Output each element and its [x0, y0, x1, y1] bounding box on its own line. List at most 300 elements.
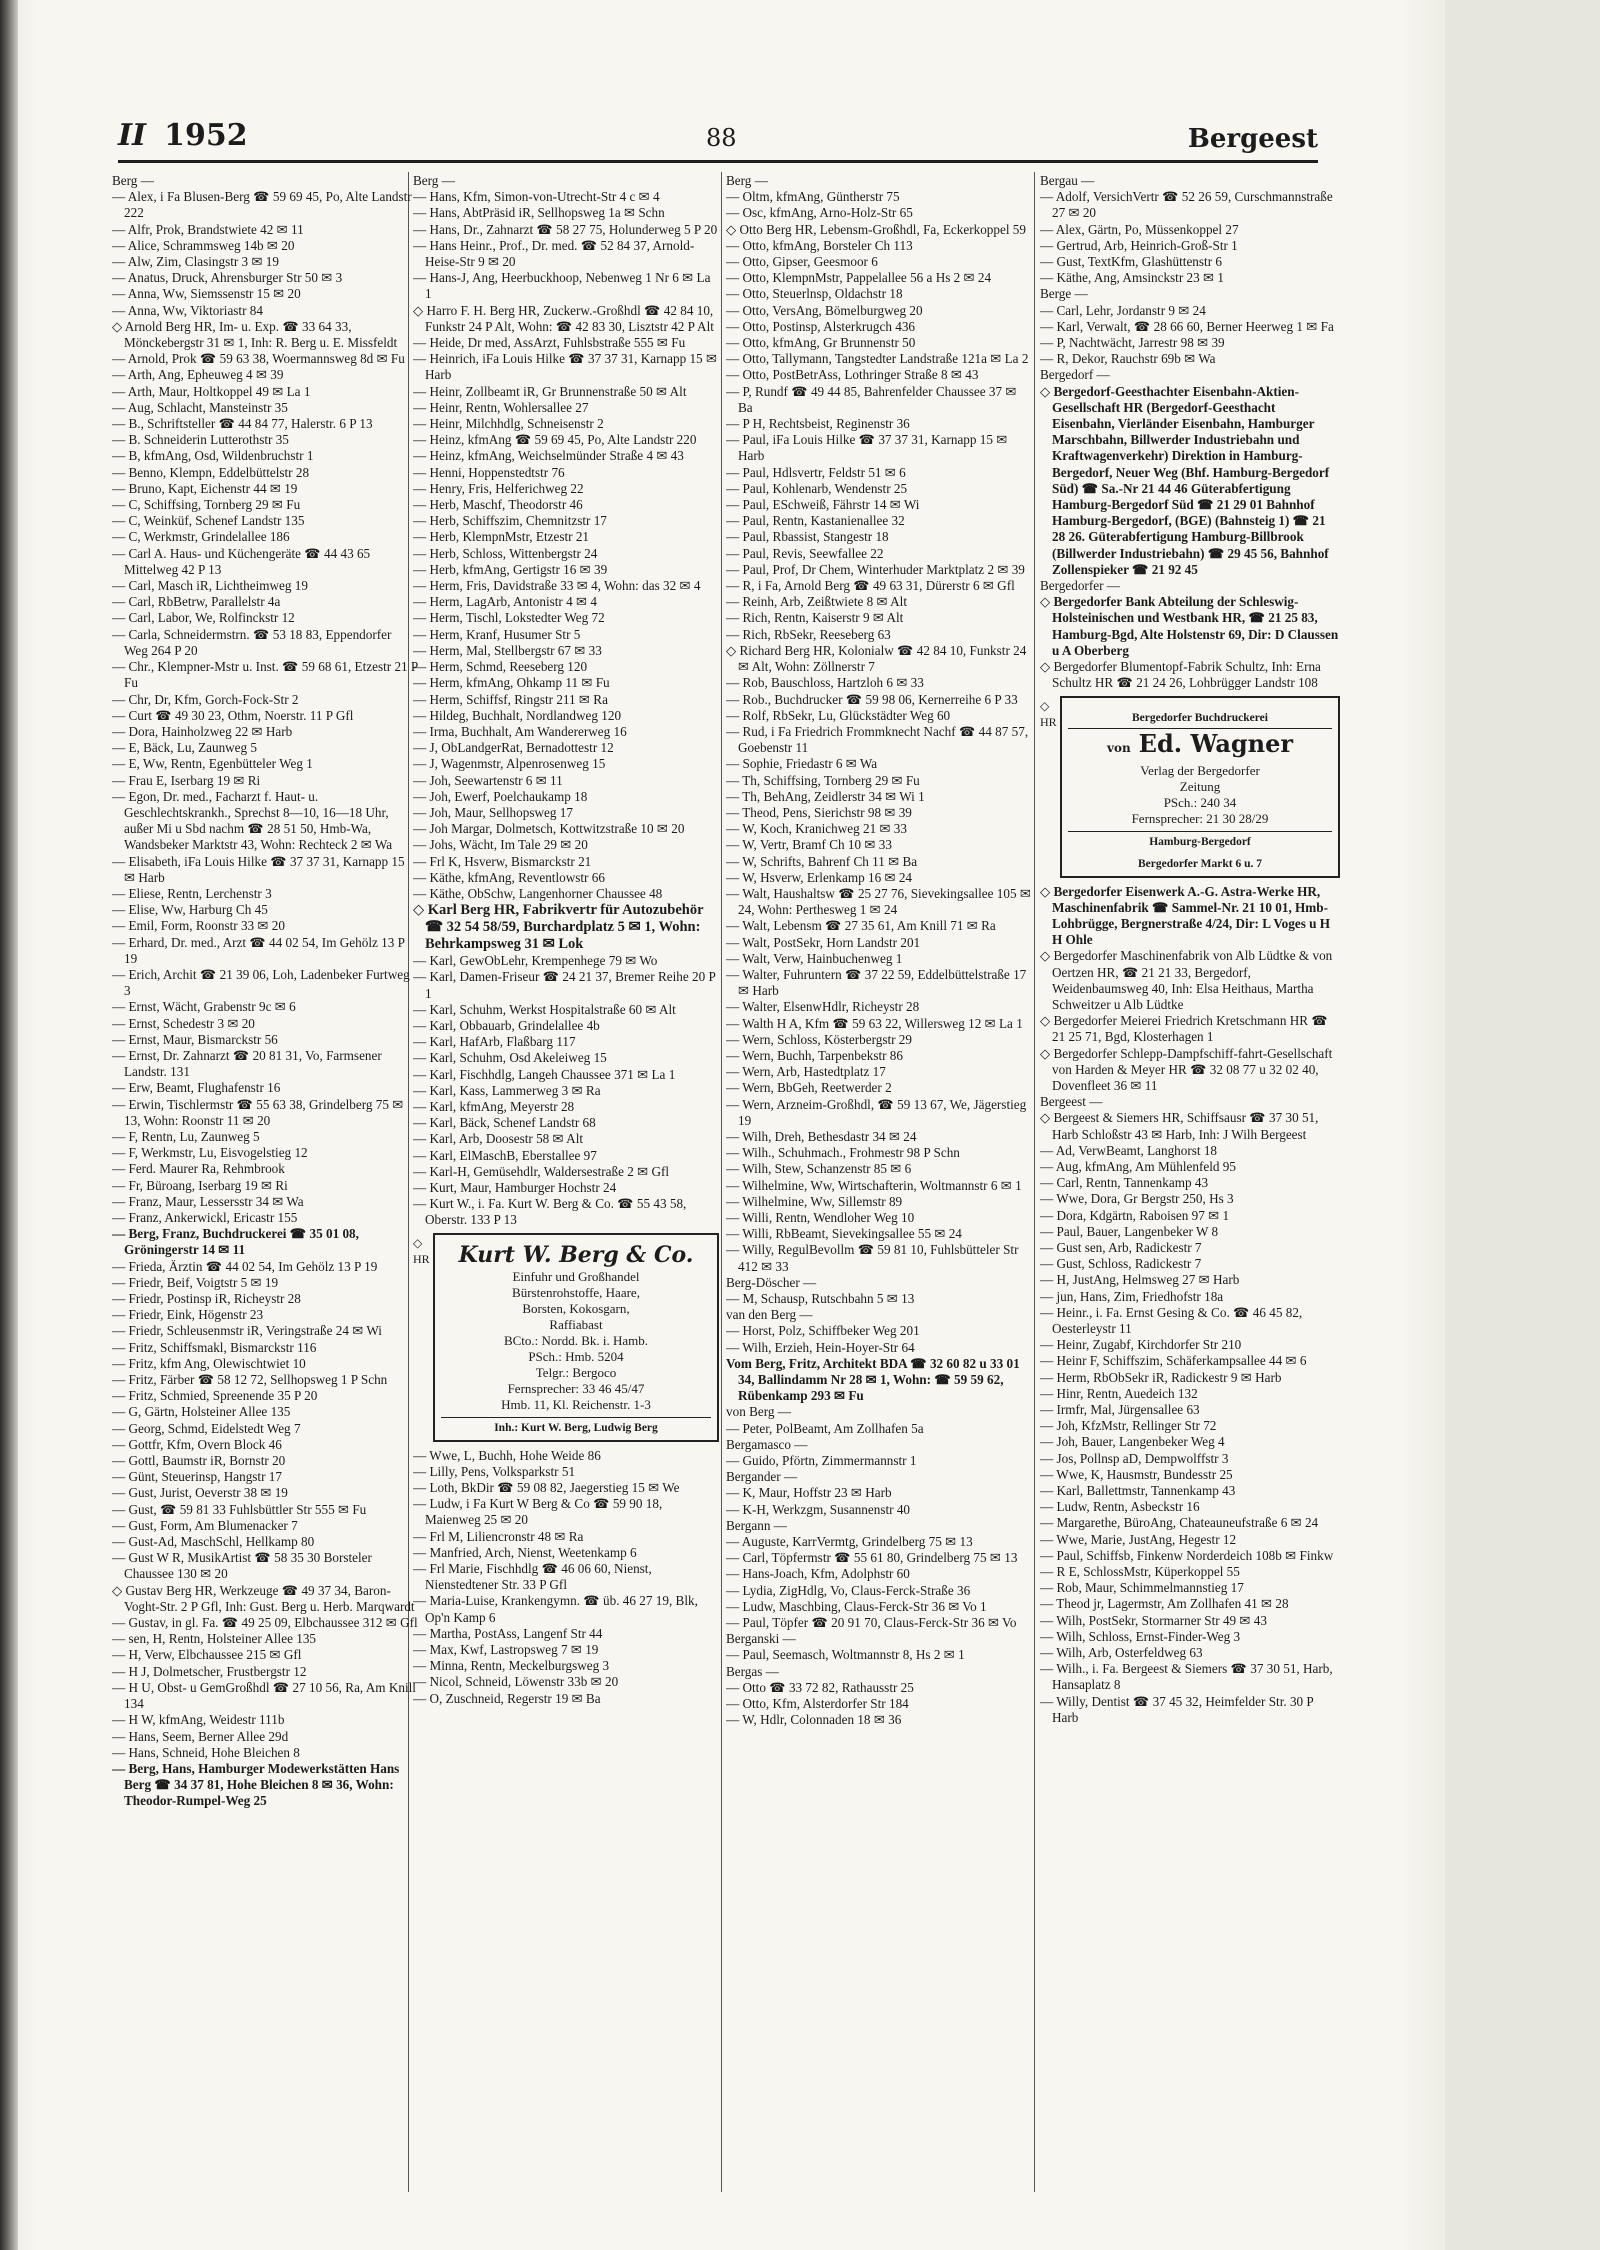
- directory-entry: — Gust, Form, Am Blumenacker 7: [112, 1517, 298, 1533]
- directory-entry: — Heide, Dr med, AssArzt, Fuhlsbstraße 555 ✉ Fu: [413, 335, 686, 351]
- directory-entry: — sen, H, Rentn, Holsteiner Allee 135: [112, 1631, 317, 1647]
- directory-entry: — Paul, Prof, Dr Chem, Winterhuder Marktplatz 2 ✉ 39: [726, 561, 1025, 577]
- directory-entry: — Berg, Hans, Hamburger Modewerkstätten Hans Berg ☎ 34 37 81, Hohe Bleichen 8 ✉ 36, Wohn: Theodor-Rumpel-Weg 25: [112, 1760, 400, 1809]
- directory-entry: — Otto, PostBetrAss, Lothringer Straße 8 ✉ 43: [726, 367, 979, 383]
- ad-line: Raffiabast: [549, 1316, 603, 1332]
- directory-entry: — Hans, Seem, Berner Allee 29d: [112, 1728, 289, 1744]
- directory-entry: — H W, kfmAng, Weidestr 111b: [112, 1712, 285, 1728]
- section-title: Bergeest: [1187, 124, 1318, 154]
- directory-entry: — Paul, iFa Louis Hilke ☎ 37 37 31, Karnapp 15 ✉ Harb: [726, 432, 1008, 464]
- directory-entry: — Peter, PolBeamt, Am Zollhafen 5a: [726, 1420, 924, 1436]
- column-4: [1040, 173, 1340, 2183]
- directory-entry: — Joh, KfzMstr, Rellinger Str 72: [1040, 1418, 1217, 1434]
- directory-entry: ◇ Bergedorfer Eisenwerk A.-G. Astra-Werke HR, Maschinenfabrik ☎ Sammel-Nr. 21 10 01, Hmb-Lohbrügge, Bergnerstraße 4/24, Dir: L Voges u H H Ohle: [1040, 883, 1331, 948]
- directory-entry: ◇ Bergedorfer Maschinenfabrik von Alb Lüdtke & von Oertzen HR, ☎ 21 21 33, Bergedorf, Weidenbaumsweg 40, Inh: Elsa Heithaus, Martha Schweitzer u Alb Lüdtke: [1040, 948, 1333, 1012]
- directory-entry: — Arth, Maur, Holtkoppel 49 ✉ La 1: [112, 383, 311, 399]
- directory-entry: — Gust, Schloss, Radickestr 7: [1040, 1256, 1202, 1272]
- directory-entry: ◇ Bergedorfer Schlepp-Dampfschiff-fahrt-Gesellschaft von Harden & Meyer HR ☎ 32 08 77 u 32 02 40, Dovenfleet 36 ✉ 11: [1040, 1045, 1333, 1093]
- directory-entry: — Frau E, Iserbarg 19 ✉ Ri: [112, 772, 261, 788]
- directory-entry: — Carl, Lehr, Jordanstr 9 ✉ 24: [1040, 302, 1206, 318]
- directory-entry: — Wern, Arzneim-Großhdl, ☎ 59 13 67, We, Jägerstieg 19: [726, 1096, 1027, 1128]
- directory-entry: — Walt, Haushaltsw ☎ 25 27 76, Sievekingsallee 105 ✉ 24, Wohn: Perthesweg 1 ✉ 24: [726, 885, 1031, 918]
- directory-entry: — Joh, Maur, Sellhopsweg 17: [413, 804, 573, 820]
- directory-entry: — Otto, KlempnMstr, Pappelallee 56 a Hs 2 ✉ 24: [726, 270, 992, 286]
- directory-entry: — Franz, Ankerwickl, Ericastr 155: [112, 1210, 298, 1225]
- column-2: [413, 173, 719, 2183]
- directory-entry: — Egon, Dr. med., Facharzt f. Haut- u. Geschlechtskrankh., Sprechst 8—10, 16—18 Uhr, außer Mi u Sbd nachm ☎ 28 51 50, Hmb-Wa, Wandsbeker Marktstr 43, Wohn: Rechteck 2 ✉ Wa: [112, 788, 393, 853]
- directory-entry: — Erhard, Dr. med., Arzt ☎ 44 02 54, Im Gehölz 13 P 19: [112, 934, 405, 966]
- directory-entry: — Ludw, Rentn, Asbeckstr 16: [1040, 1499, 1200, 1515]
- directory-entry: — Herm, Schmd, Reeseberg 120: [413, 659, 588, 675]
- ad-marker: [413, 1229, 431, 1267]
- directory-entry: — Anna, Ww, Viktoriastr 84: [112, 302, 263, 318]
- directory-entry: — Wilh, Erzieh, Hein-Hoyer-Str 64: [726, 1339, 915, 1355]
- directory-entry: — Elise, Ww, Harburg Ch 45: [112, 902, 268, 918]
- directory-entry: — Auguste, KarrVermtg, Grindelberg 75 ✉ 13: [726, 1534, 973, 1550]
- ad-marker-bottom: HR: [413, 1251, 430, 1266]
- directory-entry: — Hinr, Rentn, Auedeich 132: [1040, 1385, 1198, 1401]
- directory-entry: — Friedr, Eink, Högenstr 23: [112, 1307, 264, 1323]
- ad-line: Hmb. 11, Kl. Reichenstr. 1-3: [501, 1396, 651, 1412]
- directory-entry: ◇ Richard Berg HR, Kolonialw ☎ 42 84 10, Funkstr 24 ✉ Alt, Wohn: Zöllnerstr 7: [726, 642, 1027, 675]
- directory-entry: — Walt, Lebensm ☎ 27 35 61, Am Knill 71 ✉ Ra: [726, 918, 996, 934]
- page-margin-right: [1445, 0, 1600, 2250]
- ad-title: Ed. Wagner: [1138, 728, 1294, 758]
- directory-entry: — Fritz, Schiffsmakl, Bismarckstr 116: [112, 1339, 317, 1355]
- directory-entry: — M, Schausp, Rutschbahn 5 ✉ 13: [726, 1291, 915, 1307]
- directory-entry: — Reinh, Arb, Zeißtwiete 8 ✉ Alt: [726, 594, 907, 610]
- directory-entry: — Paul, Hdlsvertr, Feldstr 51 ✉ 6: [726, 464, 906, 480]
- header-volume-year: [118, 118, 248, 153]
- directory-entry: — Rud, i Fa Friedrich Frommknecht Nachf ☎ 44 87 57, Goebenstr 11: [726, 723, 1029, 756]
- ad-marker: [1040, 692, 1058, 730]
- directory-entry: — Frl M, Liliencronstr 48 ✉ Ra: [413, 1528, 584, 1544]
- directory-entry: — Henry, Fris, Helferichweg 22: [413, 480, 584, 496]
- directory-entry: — Max, Kwf, Lastropsweg 7 ✉ 19: [413, 1642, 599, 1658]
- directory-entry: — Oltm, kfmAng, Güntherstr 75: [726, 189, 900, 205]
- directory-entry: — Karl, Schuhm, Werkst Hospitalstraße 60 ✉ Alt: [413, 1001, 676, 1017]
- directory-entry: — Erich, Archit ☎ 21 39 06, Loh, Ladenbeker Furtweg 3: [112, 966, 410, 999]
- directory-entry: — Carl, Rentn, Tannenkamp 43: [1040, 1175, 1209, 1191]
- directory-entry: — Otto, Gipser, Geesmoor 6: [726, 254, 878, 270]
- directory-entry: — Rich, RbSekr, Reeseberg 63: [726, 626, 891, 642]
- directory-entry: — Karl, Verwalt, ☎ 28 66 60, Berner Heerweg 1 ✉ Fa: [1040, 318, 1334, 334]
- directory-entry: — Fritz, kfm Ang, Olewischtwiet 10: [112, 1355, 306, 1371]
- directory-entry: Bergas —: [726, 1663, 779, 1679]
- directory-entry: — Paul, Revis, Seewfallee 22: [726, 545, 884, 561]
- directory-entry: Bergedorf —: [1040, 367, 1110, 383]
- directory-entry: — Heinr, Milchhdlg, Schneisenstr 2: [413, 416, 604, 432]
- directory-entry: Berg —: [726, 173, 768, 188]
- directory-entry: — Käthe, kfmAng, Reventlowstr 66: [413, 869, 605, 885]
- directory-entry: — Heinr., i. Fa. Ernst Gesing & Co. ☎ 46 45 82, Oesterleystr 11: [1040, 1304, 1303, 1336]
- directory-entry: — Herm, Tischl, Lokstedter Weg 72: [413, 610, 605, 626]
- directory-entry: — Heinr, Rentn, Wohlersallee 27: [413, 399, 589, 415]
- directory-entry: Berganski —: [726, 1631, 796, 1647]
- directory-entry: — Lydia, ZigHdlg, Vo, Claus-Ferck-Straße 36: [726, 1582, 971, 1598]
- directory-entry: Berge —: [1040, 286, 1088, 302]
- directory-entry: — Paul, Töpfer ☎ 20 91 70, Claus-Ferck-Str 36 ✉ Vo: [726, 1615, 1017, 1631]
- directory-entry: — Gottl, Baumstr iR, Bornstr 20: [112, 1453, 286, 1469]
- directory-entry: — Otto, Tallymann, Tangstedter Landstraße 121a ✉ La 2: [726, 351, 1029, 367]
- directory-entry: — Wilh, Arb, Osterfeldweg 63: [1040, 1645, 1203, 1661]
- directory-entry: — Herm, Mal, Stellbergstr 67 ✉ 33: [413, 642, 602, 658]
- directory-entry: — Johs, Wächt, Im Tale 29 ✉ 20: [413, 837, 588, 853]
- ad-line: PSch.: 240 34: [1163, 794, 1237, 810]
- directory-entry: — Gustav, in gl. Fa. ☎ 49 25 09, Elbchaussee 312 ✉ Gfl: [112, 1615, 418, 1631]
- directory-entry: Berg —: [112, 173, 154, 188]
- directory-entry: — Otto, Kfm, Alsterdorfer Str 184: [726, 1696, 909, 1712]
- directory-entry: — Hans, Schneid, Hohe Bleichen 8: [112, 1744, 300, 1760]
- directory-entry: — Karl, Ballettmstr, Tannenkamp 43: [1040, 1483, 1236, 1499]
- directory-entry: — Karl, Fischhdlg, Langeh Chaussee 371 ✉ La 1: [413, 1066, 676, 1082]
- directory-entry: — Rich, Rentn, Kaiserstr 9 ✉ Alt: [726, 610, 904, 626]
- advertisement-box: [433, 1233, 719, 1442]
- directory-entry: ◇ Karl Berg HR, Fabrikvertr für Autozubehör ☎ 32 54 58/59, Burchardplatz 5 ✉ 1, Wohn: Behrkampsweg 31 ✉ Lok: [413, 902, 704, 953]
- directory-entry: — Fritz, Schmied, Spreenende 35 P 20: [112, 1388, 318, 1404]
- directory-entry: — Hans, Dr., Zahnarzt ☎ 58 27 75, Holunderweg 5 P 20: [413, 221, 718, 237]
- directory-entry: — Friedr, Schleusenmstr iR, Veringstraße 24 ✉ Wi: [112, 1323, 382, 1339]
- header-rule: [118, 160, 1318, 163]
- directory-entry: — Gust W R, MusikArtist ☎ 58 35 30 Borsteler Chaussee 130 ✉ 20: [112, 1550, 372, 1582]
- directory-entry: — Franz, Maur, Lessersstr 34 ✉ Wa: [112, 1193, 304, 1209]
- ad-line: PSch.: Hmb. 5204: [528, 1348, 624, 1364]
- directory-entry: — R, Dekor, Rauchstr 69b ✉ Wa: [1040, 351, 1216, 367]
- directory-entry: — Otto, Postinsp, Alsterkrugch 436: [726, 318, 916, 334]
- directory-entry: — Walt, PostSekr, Horn Landstr 201: [726, 934, 921, 950]
- directory-entry: — Heinr F, Schiffszim, Schäferkampsallee 44 ✉ 6: [1040, 1353, 1307, 1369]
- kurt-ad: [413, 1229, 719, 1448]
- directory-entry: — Herm, LagArb, Antonistr 4 ✉ 4: [413, 594, 597, 610]
- directory-entry: — Herm, RbObSekr iR, Radickestr 9 ✉ Harb: [1040, 1369, 1282, 1385]
- ad-line: BCto.: Nordd. Bk. i. Hamb.: [503, 1332, 649, 1348]
- directory-entry: — E, Bäck, Lu, Zaunweg 5: [112, 740, 258, 756]
- directory-entry: — W, Hsverw, Erlenkamp 16 ✉ 24: [726, 869, 913, 885]
- directory-entry: — Eliese, Rentn, Lerchenstr 3: [112, 885, 272, 901]
- directory-entry: — Benno, Klempn, Eddelbüttelstr 28: [112, 464, 310, 480]
- directory-entry: — Dora, Kdgärtn, Raboisen 97 ✉ 1: [1040, 1207, 1230, 1223]
- directory-entry: — Wilhelmine, Ww, Wirtschafterin, Woltmannstr 6 ✉ 1: [726, 1177, 1022, 1193]
- wagner-ad: [1040, 692, 1340, 884]
- directory-entry: — Paul, ESchweiß, Fährstr 14 ✉ Wi: [726, 497, 920, 513]
- directory-entry: Berg-Döscher —: [726, 1274, 817, 1290]
- directory-entry: — Karl, Schuhm, Osd Akeleiweg 15: [413, 1050, 607, 1066]
- directory-entry: ◇ Gustav Berg HR, Werkzeuge ☎ 49 37 34, Baron-Voght-Str. 2 P Gfl, Inh: Gust. Berg u. Herb. Marqwardt: [112, 1582, 415, 1614]
- directory-entry: — Ad, VerwBeamt, Langhorst 18: [1040, 1142, 1218, 1158]
- directory-entry: — Hans-Joach, Kfm, Adolphstr 60: [726, 1566, 910, 1582]
- directory-entry: — Herm, Kranf, Husumer Str 5: [413, 626, 581, 642]
- directory-entry: — Guido, Pförtn, Zimmermannstr 1: [726, 1453, 917, 1469]
- ad-line: Borsten, Kokosgarn,: [522, 1300, 630, 1316]
- directory-entry: — Minna, Rentn, Meckelburgsweg 3: [413, 1658, 610, 1674]
- directory-entry: — Heinrich, iFa Louis Hilke ☎ 37 37 31, Karnapp 15 ✉ Harb: [413, 351, 718, 383]
- directory-entry: ◇ Bergeest & Siemers HR, Schiffsausr ☎ 37 30 51, Harb Schloßstr 43 ✉ Harb, Inh: J Wilh Bergeest: [1040, 1110, 1319, 1142]
- directory-entry: — Fritz, Färber ☎ 58 12 72, Sellhopsweg 1 P Schn: [112, 1372, 388, 1388]
- directory-entry: — Emil, Form, Roonstr 33 ✉ 20: [112, 918, 285, 934]
- directory-entry: — Karl, HafArb, Flaßbarg 117: [413, 1034, 576, 1050]
- directory-entry: — Ernst, Dr. Zahnarzt ☎ 20 81 31, Vo, Farmsener Landstr. 131: [112, 1047, 382, 1080]
- directory-entry: — Karl, Arb, Doosestr 58 ✉ Alt: [413, 1131, 584, 1147]
- directory-entry: — Walter, ElsenwHdlr, Richeystr 28: [726, 999, 920, 1015]
- directory-entry: — H J, Dolmetscher, Frustbergstr 12: [112, 1663, 307, 1679]
- page-number: 88: [706, 124, 737, 152]
- directory-entry: — Otto, VersAng, Bömelburgweg 20: [726, 302, 923, 318]
- directory-entry: — Fr, Büroang, Iserbarg 19 ✉ Ri: [112, 1177, 288, 1193]
- directory-entry: — Herb, Maschf, Theodorstr 46: [413, 497, 583, 513]
- directory-entry: ◇ Bergedorfer Blumentopf-Fabrik Schultz, Inh: Erna Schultz HR ☎ 21 24 26, Lohbrügger Landstr 108: [1040, 659, 1321, 691]
- directory-entry: — Wilh., i. Fa. Bergeest & Siemers ☎ 37 30 51, Harb, Hansaplatz 8: [1040, 1661, 1333, 1693]
- directory-entry: — Lilly, Pens, Volksparkstr 51: [413, 1463, 576, 1479]
- directory-entry: — Gottfr, Kfm, Overn Block 46: [112, 1436, 282, 1452]
- directory-entry: — C, Werkmstr, Grindelallee 186: [112, 529, 290, 545]
- directory-entry: — Osc, kfmAng, Arno-Holz-Str 65: [726, 205, 913, 221]
- ad-title: Kurt W. Berg & Co.: [458, 1241, 694, 1268]
- directory-entry: — Wwe, K, Hausmstr, Bundesstr 25: [1040, 1466, 1233, 1482]
- directory-entry: ◇ Bergedorfer Bank Abteilung der Schleswig-Holsteinischen und Westbank HR, ☎ 21 25 83, Hamburg-Bgd, Alte Holstenstr 69, Dir: D Claussen u A Oberberg: [1040, 594, 1339, 658]
- directory-entry: — Ernst, Schedestr 3 ✉ 20: [112, 1015, 255, 1031]
- directory-entry: — E, Ww, Rentn, Egenbütteler Weg 1: [112, 756, 313, 772]
- directory-entry: — Sophie, Friedastr 6 ✉ Wa: [726, 756, 878, 772]
- directory-entry: — Frieda, Ärztin ☎ 44 02 54, Im Gehölz 13 P 19: [112, 1258, 378, 1274]
- directory-entry: — Berg, Franz, Buchdruckerei ☎ 35 01 08, Gröningerstr 14 ✉ 11: [112, 1226, 359, 1258]
- directory-entry: — Willy, Dentist ☎ 37 45 32, Heimfelder Str. 30 P Harb: [1040, 1693, 1314, 1725]
- directory-entry: — Alice, Schrammsweg 14b ✉ 20: [112, 237, 295, 253]
- directory-entry: — Karl, Bäck, Schenef Landstr 68: [413, 1115, 596, 1131]
- directory-entry: — Rolf, RbSekr, Lu, Glückstädter Weg 60: [726, 707, 951, 723]
- directory-entry: — Aug, kfmAng, Am Mühlenfeld 95: [1040, 1158, 1236, 1174]
- directory-entry: — Wern, Schloss, Kösterbergstr 29: [726, 1031, 912, 1047]
- directory-entry: — Paul, Schiffsb, Finkenw Norderdeich 108b ✉ Finkw: [1040, 1547, 1334, 1563]
- ad-line: Telgr.: Bergoco: [535, 1364, 617, 1380]
- directory-entry: — Frl K, Hsverw, Bismarckstr 21: [413, 853, 592, 869]
- directory-entry: — P, Rundf ☎ 49 44 85, Bahrenfelder Chaussee 37 ✉ Ba: [726, 383, 1017, 415]
- directory-entry: — B., Schriftsteller ☎ 44 84 77, Halerstr. 6 P 13: [112, 416, 373, 432]
- directory-entry: — Maria-Luise, Krankengymn. ☎ üb. 46 27 19, Blk, Op'n Kamp 6: [413, 1593, 698, 1625]
- page-header: [118, 118, 1318, 158]
- directory-entry: — Carl, RbBetrw, Parallelstr 4a: [112, 594, 281, 610]
- directory-entry: — Margarethe, BüroAng, Chateauneufstraße 6 ✉ 24: [1040, 1515, 1319, 1531]
- directory-entry: — G, Gärtn, Holsteiner Allee 135: [112, 1404, 291, 1420]
- ad-marker-top: ◇: [413, 1235, 423, 1250]
- directory-entry: von Berg —: [726, 1404, 791, 1420]
- directory-entry: — Wilh, Schloss, Ernst-Finder-Weg 3: [1040, 1628, 1241, 1644]
- directory-entry: — Henni, Hoppenstedtstr 76: [413, 464, 565, 480]
- directory-entry: — Wwe, Dora, Gr Bergstr 250, Hs 3: [1040, 1191, 1234, 1207]
- directory-entry: — R E, SchlossMstr, Küperkoppel 55: [1040, 1564, 1240, 1580]
- column-1: [112, 173, 418, 2183]
- directory-entry: — Frl Marie, Fischhdlg ☎ 46 06 60, Nienst, Nienstedtener Str. 33 P Gfl: [413, 1561, 652, 1593]
- directory-entry: — Otto, kfmAng, Gr Brunnenstr 50: [726, 335, 916, 351]
- directory-entry: — Hans-J, Ang, Heerbuckhoop, Nebenweg 1 Nr 6 ✉ La 1: [413, 270, 711, 302]
- directory-entry: — J, ObLandgerRat, Bernadottestr 12: [413, 740, 614, 756]
- directory-entry: — Joh Margar, Dolmetsch, Kottwitzstraße 10 ✉ 20: [413, 821, 685, 837]
- directory-entry: — Karl-H, Gemüsehdlr, Waldersestraße 2 ✉ Gfl: [413, 1163, 670, 1179]
- directory-entry: — Willi, RbBeamt, Sievekingsallee 55 ✉ 24: [726, 1226, 962, 1242]
- ad-line: Zeitung: [1179, 778, 1221, 794]
- directory-entry: — Carla, Schneidermstrn. ☎ 53 18 83, Eppendorfer Weg 264 P 20: [112, 626, 392, 658]
- directory-entry: — Gust, ☎ 59 81 33 Fuhlsbüttler Str 555 ✉ Fu: [112, 1501, 367, 1517]
- directory-entry: — Hans, Kfm, Simon-von-Utrecht-Str 4 c ✉ 4: [413, 189, 660, 205]
- ad-marker-top: ◇: [1040, 698, 1050, 713]
- directory-entry: — Th, Schiffsing, Tornberg 29 ✉ Fu: [726, 772, 920, 788]
- directory-entry: — Wilh, Dreh, Bethesdastr 34 ✉ 24: [726, 1128, 917, 1144]
- directory-entry: — Rob, Maur, Schimmelmannstieg 17: [1040, 1580, 1244, 1596]
- directory-entry: — Alex, i Fa Blusen-Berg ☎ 59 69 45, Po, Alte Landstr 222: [112, 189, 412, 221]
- directory-entry: — Georg, Schmd, Eidelstedt Weg 7: [112, 1420, 301, 1436]
- directory-entry: — Karl, kfmAng, Meyerstr 28: [413, 1098, 575, 1114]
- directory-entry: — B, kfmAng, Osd, Wildenbruchstr 1: [112, 448, 314, 464]
- directory-entry: — Heinz, kfmAng ☎ 59 69 45, Po, Alte Landstr 220: [413, 432, 697, 448]
- directory-entry: — Käthe, ObSchw, Langenhorner Chaussee 48: [413, 885, 663, 901]
- directory-entry: — Karl, GewObLehr, Krempenhege 79 ✉ Wo: [413, 953, 658, 969]
- ad-marker-bottom: HR: [1040, 714, 1057, 729]
- ad-line: Bürstenrohstoffe, Haare,: [512, 1284, 640, 1300]
- directory-entry: — Chr, Dr, Kfm, Gorch-Fock-Str 2: [112, 691, 299, 707]
- ad-footer: Inh.: Kurt W. Berg, Ludwig Berg: [441, 1417, 711, 1436]
- directory-entry: — Irma, Buchhalt, Am Wandererweg 16: [413, 723, 627, 739]
- directory-entry: — Adolf, VersichVertr ☎ 52 26 59, Curschmannstraße 27 ✉ 20: [1040, 189, 1333, 221]
- directory-entry: — Aug, Schlacht, Mansteinstr 35: [112, 399, 288, 415]
- directory-entry: — Wwe, L, Buchh, Hohe Weide 86: [413, 1447, 601, 1463]
- directory-entry: — Otto, kfmAng, Borsteler Ch 113: [726, 237, 913, 253]
- directory-entry: — Herb, Schiffszim, Chemnitzstr 17: [413, 513, 607, 529]
- ad-line: Einfuhr und Großhandel: [512, 1268, 640, 1284]
- directory-entry: — Gust-Ad, MaschSchl, Hellkamp 80: [112, 1534, 315, 1550]
- directory-entry: — Herm, Schiffsf, Ringstr 211 ✉ Ra: [413, 691, 608, 707]
- directory-entry: — Heinz, kfmAng, Weichselmünder Straße 4 ✉ 43: [413, 448, 684, 464]
- ad-von: von: [1106, 740, 1131, 755]
- directory-entry: — Horst, Polz, Schiffbeker Weg 201: [726, 1323, 920, 1339]
- directory-entry: — Ferd. Maurer Ra, Rehmbrook: [112, 1161, 285, 1177]
- directory-entry: — H, JustAng, Helmsweg 27 ✉ Harb: [1040, 1272, 1240, 1288]
- directory-entry: — Kurt W., i. Fa. Kurt W. Berg & Co. ☎ 55 43 58, Oberstr. 133 P 13: [413, 1196, 687, 1228]
- directory-entry: — Rob., Buchdrucker ☎ 59 98 06, Kernerreihe 6 P 33: [726, 691, 1018, 707]
- directory-entry: — R, i Fa, Arnold Berg ☎ 49 63 31, Dürerstr 6 ✉ Gfl: [726, 578, 1015, 594]
- directory-entry: — Arth, Ang, Epheuweg 4 ✉ 39: [112, 367, 284, 383]
- directory-entry: — Willi, Rentn, Wendloher Weg 10: [726, 1210, 915, 1225]
- directory-entry: — Heinr, Zugabf, Kirchdorfer Str 210: [1040, 1337, 1242, 1353]
- advertisement-box: [1060, 696, 1340, 878]
- directory-entry: — W, Vertr, Bramf Ch 10 ✉ 33: [726, 837, 892, 853]
- directory-entry: — F, Werkmstr, Lu, Eisvogelstieg 12: [112, 1145, 308, 1161]
- directory-entry: — Günt, Steuerinsp, Hangstr 17: [112, 1469, 282, 1485]
- directory-entry: — Wilh, Stew, Schanzenstr 85 ✉ 6: [726, 1161, 912, 1177]
- column-divider: [1034, 172, 1035, 2192]
- directory-entry: — Dora, Hainholzweg 22 ✉ Harb: [112, 723, 293, 739]
- directory-entry: — Ernst, Wächt, Grabenstr 9c ✉ 6: [112, 999, 296, 1015]
- directory-entry: Bergann —: [726, 1517, 787, 1533]
- directory-entry: — Joh, Seewartenstr 6 ✉ 11: [413, 772, 563, 788]
- directory-entry: — Paul, Rentn, Kastanienallee 32: [726, 513, 905, 529]
- directory-entry: — Loth, BkDir ☎ 59 08 82, Jaegerstieg 15 ✉ We: [413, 1480, 680, 1495]
- directory-entry: — W, Koch, Kranichweg 21 ✉ 33: [726, 821, 907, 837]
- directory-entry: — Erwin, Tischlermstr ☎ 55 63 38, Grindelberg 75 ✉ 13, Wohn: Roonstr 11 ✉ 20: [112, 1096, 404, 1128]
- directory-entry: — Kurt, Maur, Hamburger Hochstr 24: [413, 1179, 617, 1195]
- directory-entry: — Heinr, Zollbeamt iR, Gr Brunnenstraße 50 ✉ Alt: [413, 383, 687, 399]
- directory-entry: — Hans, AbtPräsid iR, Sellhopsweg 1a ✉ Schn: [413, 205, 665, 221]
- directory-entry: — Ludw, Maschbing, Claus-Ferck-Str 36 ✉ Vo 1: [726, 1598, 987, 1614]
- directory-entry: — Walt, Verw, Hainbuchenweg 1: [726, 950, 903, 966]
- directory-entry: — W, Hdlr, Colonnaden 18 ✉ 36: [726, 1712, 902, 1728]
- directory-entry: ◇ Arnold Berg HR, Im- u. Exp. ☎ 33 64 33, Mönckebergstr 31 ✉ 1, Inh: R. Berg u. E. Missfeldt: [112, 318, 398, 351]
- directory-entry: — O, Zuschneid, Regerstr 19 ✉ Ba: [413, 1690, 601, 1706]
- directory-entry: — Gust, Jurist, Oeverstr 38 ✉ 19: [112, 1485, 288, 1501]
- directory-entry: — Paul, Kohlenarb, Wendenstr 25: [726, 480, 908, 496]
- directory-entry: — Erw, Beamt, Flughafenstr 16: [112, 1080, 281, 1096]
- directory-entry: — Anatus, Druck, Ahrensburger Str 50 ✉ 3: [112, 270, 343, 286]
- directory-entry: — Theod, Pens, Sierichstr 98 ✉ 39: [726, 804, 912, 820]
- directory-entry: — Walter, Fuhruntern ☎ 37 22 59, Eddelbüttelstraße 17 ✉ Harb: [726, 966, 1027, 999]
- directory-entry: — Theod jr, Lagermstr, Am Zollhafen 41 ✉ 28: [1040, 1596, 1289, 1612]
- ad-line: Fernsprecher: 33 46 45/47: [507, 1380, 645, 1396]
- directory-entry: — Paul, Bauer, Langenbeker W 8: [1040, 1223, 1219, 1239]
- directory-entry: — Nicol, Schneid, Löwenstr 33b ✉ 20: [413, 1674, 619, 1690]
- directory-entry: — jun, Hans, Zim, Friedhofstr 18a: [1040, 1288, 1224, 1304]
- column-3: [726, 173, 1032, 2183]
- directory-entry: Vom Berg, Fritz, Architekt BDA ☎ 32 60 82 u 33 01 34, Ballindamm Nr 28 ✉ 1, Wohn: ☎ 59 59 62, Rübenkamp 293 ✉ Fu: [726, 1355, 1020, 1404]
- directory-entry: — Curt ☎ 49 30 23, Othm, Noerstr. 11 P Gfl: [112, 707, 354, 723]
- directory-entry: — Carl, Töpfermstr ☎ 55 61 80, Grindelberg 75 ✉ 13: [726, 1550, 1018, 1566]
- directory-entry: — Wwe, Marie, JustAng, Hegestr 12: [1040, 1531, 1237, 1547]
- binding-edge: [0, 0, 18, 2250]
- directory-entry: — Gertrud, Arb, Heinrich-Groß-Str 1: [1040, 237, 1238, 253]
- directory-entry: — Arnold, Prok ☎ 59 63 38, Woermannsweg 8d ✉ Fu: [112, 351, 405, 367]
- directory-entry: — K-H, Werkzgm, Susannenstr 40: [726, 1501, 911, 1517]
- directory-entry: — J, Wagenmstr, Alpenrosenweg 15: [413, 756, 606, 772]
- directory-entry: — W, Schrifts, Bahrenf Ch 11 ✉ Ba: [726, 853, 918, 869]
- directory-entry: — Ernst, Maur, Bismarckstr 56: [112, 1031, 278, 1047]
- directory-entry: — Otto, Steuerlnsp, Oldachstr 18: [726, 286, 903, 302]
- column-divider: [721, 172, 722, 2192]
- ad-title-line: [1068, 729, 1332, 763]
- directory-entry: — Herm, kfmAng, Ohkamp 11 ✉ Fu: [413, 675, 610, 691]
- directory-entry: — H U, Obst- u GemGroßhdl ☎ 27 10 56, Ra, Am Knill 134: [112, 1679, 416, 1712]
- directory-entry: — Joh, Ewerf, Poelchaukamp 18: [413, 788, 588, 804]
- directory-entry: — Friedr, Beif, Voigtstr 5 ✉ 19: [112, 1274, 279, 1290]
- directory-entry: Bergander —: [726, 1469, 798, 1485]
- ad-line: Fernsprecher: 21 30 28/29: [1131, 810, 1269, 826]
- directory-entry: — Karl, Kass, Lammerweg 3 ✉ Ra: [413, 1082, 601, 1098]
- directory-entry: — Elisabeth, iFa Louis Hilke ☎ 37 37 31, Karnapp 15 ✉ Harb: [112, 853, 405, 885]
- directory-entry: ◇ Otto Berg HR, Lebensm-Großhdl, Fa, Eckerkoppel 59: [726, 221, 1026, 237]
- directory-entry: — Ludw, i Fa Kurt W Berg & Co ☎ 59 90 18, Maienweg 25 ✉ 20: [413, 1496, 663, 1528]
- directory-entry: — Karl, Damen-Friseur ☎ 24 21 37, Bremer Reihe 20 P 1: [413, 969, 716, 1001]
- directory-entry: van den Berg —: [726, 1307, 813, 1323]
- directory-entry: — Chr., Klempner-Mstr u. Inst. ☎ 59 68 61, Etzestr 21 P Fu: [112, 659, 418, 691]
- directory-entry: — Alw, Zim, Clasingstr 3 ✉ 19: [112, 254, 279, 270]
- directory-entry: — Herb, KlempnMstr, Etzestr 21: [413, 529, 590, 545]
- directory-entry: — Hildeg, Buchhalt, Nordlandweg 120: [413, 707, 622, 723]
- directory-entry: — Hans Heinr., Prof., Dr. med. ☎ 52 84 37, Arnold-Heise-Str 9 ✉ 20: [413, 237, 695, 270]
- directory-entry: — Manfried, Arch, Nienst, Weetenkamp 6: [413, 1544, 637, 1560]
- directory-entry: — Wern, Arb, Hastedtplatz 17: [726, 1064, 886, 1080]
- directory-entry: — Alfr, Prok, Brandstwiete 42 ✉ 11: [112, 221, 304, 237]
- directory-entry: — Walth H A, Kfm ☎ 59 63 22, Willersweg 12 ✉ La 1: [726, 1015, 1023, 1031]
- directory-entry: — F, Rentn, Lu, Zaunweg 5: [112, 1128, 260, 1144]
- directory-entry: — Wilh, PostSekr, Stormarner Str 49 ✉ 43: [1040, 1612, 1267, 1628]
- header-year: 1952: [164, 118, 248, 153]
- directory-entry: ◇ Harro F. H. Berg HR, Zuckerw.-Großhdl ☎ 42 84 10, Funkstr 24 P Alt, Wohn: ☎ 42 83 30, Lisztstr 42 P Alt: [413, 302, 714, 334]
- directory-entry: — Käthe, Ang, Amsinckstr 23 ✉ 1: [1040, 270, 1224, 286]
- directory-entry: — Carl A. Haus- und Küchengeräte ☎ 44 43 65 Mittelweg 42 P 13: [112, 545, 371, 577]
- directory-entry: — Th, BehAng, Zeidlerstr 34 ✉ Wi 1: [726, 788, 925, 804]
- ad-footer: Bergedorfer Markt 6 u. 7: [1137, 857, 1263, 870]
- directory-entry: — Herm, Fris, Davidstraße 33 ✉ 4, Wohn: das 32 ✉ 4: [413, 578, 701, 594]
- directory-entry: — Herb, Schloss, Wittenbergstr 24: [413, 545, 598, 561]
- header-volume: II: [118, 118, 147, 153]
- directory-entry: — Paul, Seemasch, Woltmannstr 8, Hs 2 ✉ 1: [726, 1647, 965, 1663]
- directory-entry: Bergedorfer —: [1040, 578, 1120, 594]
